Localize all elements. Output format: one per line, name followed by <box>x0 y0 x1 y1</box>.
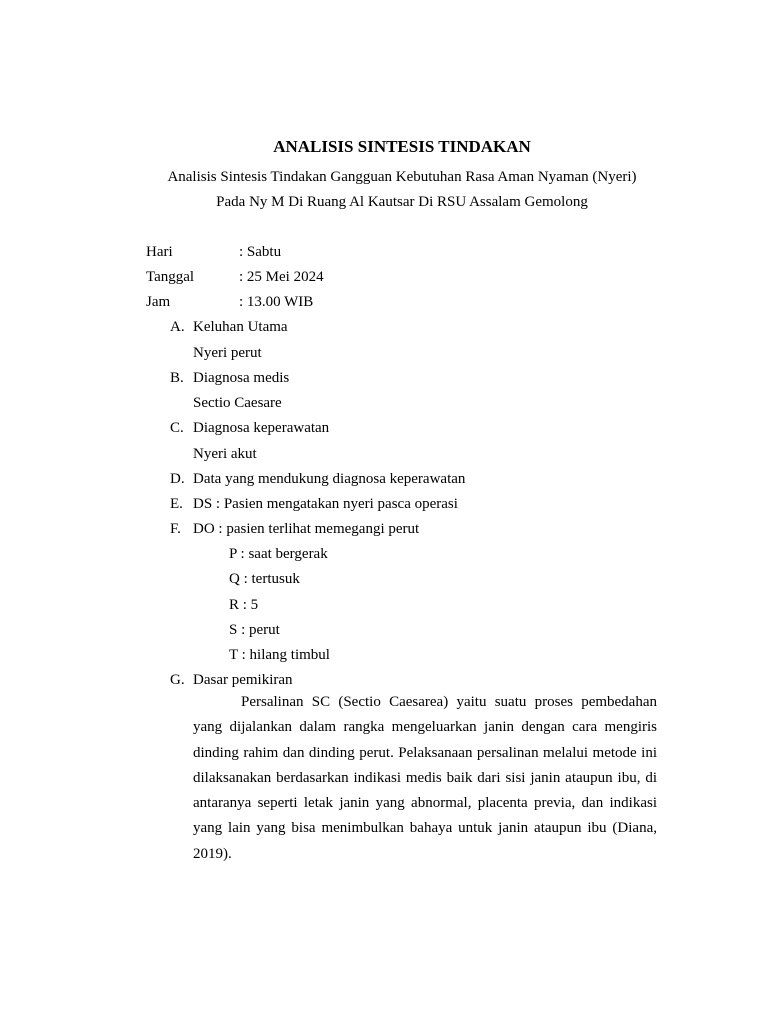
section-b-body: Sectio Caesare <box>193 395 282 411</box>
info-label-day: Hari <box>146 244 173 260</box>
info-value-day: : Sabtu <box>239 244 282 260</box>
document-title: ANALISIS SINTESIS TINDAKAN <box>273 137 531 156</box>
section-f-letter: F. <box>170 521 181 537</box>
section-d-heading: Data yang mendukung diagnosa keperawatan <box>193 471 466 487</box>
section-e-letter: E. <box>170 496 183 512</box>
section-g-paragraph: Persalinan SC (Sectio Caesarea) yaitu suatu proses pembedahan yang dijalankan dalam rangka mengeluarkan janin dengan cara mengiris dinding rahim dan dinding perut. Pelaksanaan persalinan melalui metode ini dilaksanakan berdasarkan indikasi medis baik dari sisi janin ataupun ibu, di antaranya seperti letak janin yang abnormal, placenta previa, dan indikasi yang lain yang bisa menimbulkan bahaya untuk janin ataupun ibu (Diana, 2019). <box>193 694 657 862</box>
section-a-body: Nyeri perut <box>193 345 262 361</box>
section-f-heading: DO : pasien terlihat memegangi perut <box>193 521 420 537</box>
section-b-heading: Diagnosa medis <box>193 370 290 386</box>
pqrst-p: P : saat bergerak <box>229 546 328 562</box>
section-b-letter: B. <box>170 370 184 386</box>
section-g-letter: G. <box>170 672 185 688</box>
subtitle-line-1: Analisis Sintesis Tindakan Gangguan Kebutuhan Rasa Aman Nyaman (Nyeri) <box>167 169 637 185</box>
section-c-body: Nyeri akut <box>193 446 257 462</box>
section-c-heading: Diagnosa keperawatan <box>193 420 330 436</box>
info-label-date: Tanggal <box>146 269 195 285</box>
section-a-letter: A. <box>170 319 185 335</box>
pqrst-q: Q : tertusuk <box>229 571 300 587</box>
info-label-time: Jam <box>146 294 171 310</box>
pqrst-t: T : hilang timbul <box>229 647 330 663</box>
info-value-date: : 25 Mei 2024 <box>239 269 324 285</box>
info-value-time: : 13.00 WIB <box>239 294 314 310</box>
section-d-letter: D. <box>170 471 185 487</box>
section-e-heading: DS : Pasien mengatakan nyeri pasca operasi <box>193 496 458 512</box>
subtitle-line-2: Pada Ny M Di Ruang Al Kautsar Di RSU Assalam Gemolong <box>216 194 588 210</box>
section-c-letter: C. <box>170 420 184 436</box>
pqrst-r: R : 5 <box>229 597 259 613</box>
section-g-heading: Dasar pemikiran <box>193 672 293 688</box>
pqrst-s: S : perut <box>229 622 280 638</box>
section-a-heading: Keluhan Utama <box>193 319 288 335</box>
